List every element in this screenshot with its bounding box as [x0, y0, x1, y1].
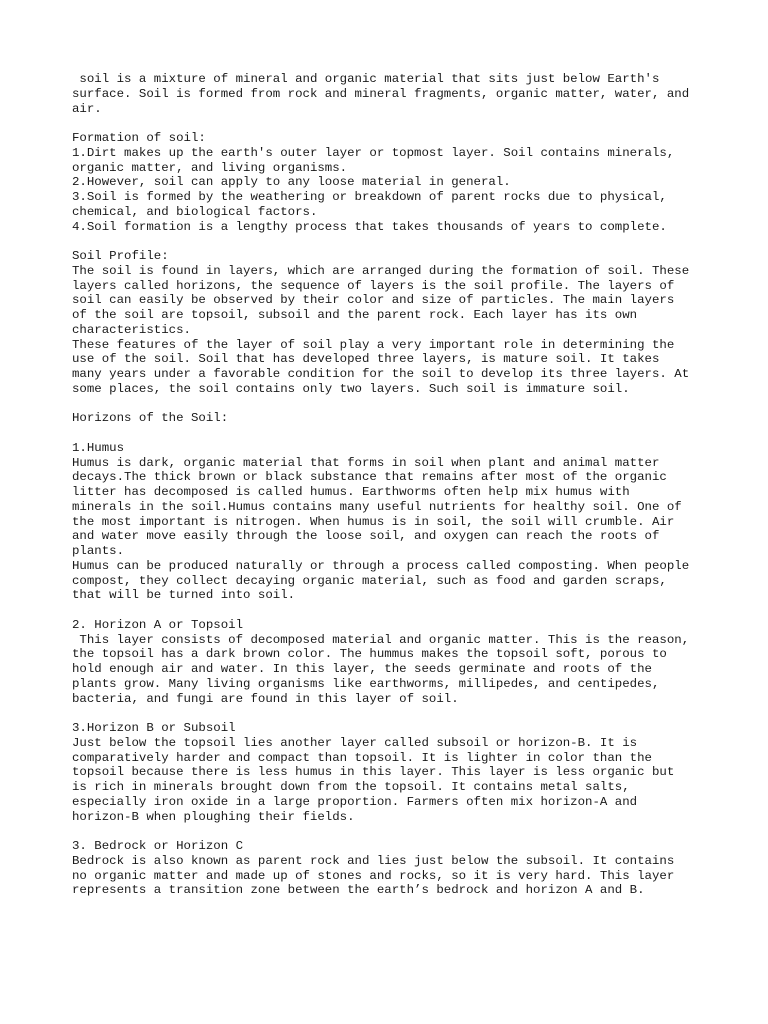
text-line: especially iron oxide in a large proportion. Farmers often mix horizon-A and — [72, 794, 638, 809]
text-line: that will be turned into soil. — [72, 588, 296, 603]
spacer — [72, 706, 712, 721]
text-line: chemical, and biological factors. — [72, 204, 318, 219]
text-line: use of the soil. Soil that has developed three layers, is mature soil. It takes — [72, 352, 660, 367]
text-line: comparatively harder and compact than topsoil. It is lighter in color than the — [72, 750, 652, 765]
humus-section — [72, 441, 712, 603]
text-line: Bedrock is also known as parent rock and lies just below the subsoil. It contains — [72, 853, 675, 868]
text-line: Just below the topsoil lies another layer called subsoil or horizon-B. It is — [72, 735, 638, 750]
text-line: horizon-B when ploughing their fields. — [72, 809, 355, 824]
horizon-a-section — [72, 618, 712, 707]
text-line: organic matter, and living organisms. — [72, 160, 348, 175]
text-line: 2.However, soil can apply to any loose material in general. — [72, 175, 511, 190]
text-line: This layer consists of decomposed material and organic matter. This is the reason, — [72, 632, 690, 647]
text-line: These features of the layer of soil play a very important role in determining the — [72, 337, 675, 352]
text-line: Humus can be produced naturally or through a process called composting. When people — [72, 558, 690, 573]
text-line: represents a transition zone between the earth’s bedrock and horizon A and B. — [72, 883, 645, 898]
text-line: no organic matter and made up of stones and rocks, so it is very hard. This layer — [72, 868, 675, 883]
text-line: soil can easily be observed by their color and size of particles. The main layers — [72, 293, 675, 308]
section-heading: Soil Profile: — [72, 249, 169, 263]
text-line: some places, the soil contains only two layers. Such soil is immature soil. — [72, 381, 630, 396]
spacer — [72, 234, 712, 249]
spacer — [72, 603, 712, 618]
horizon-b-section — [72, 721, 712, 824]
text-line: hold enough air and water. In this layer, the seeds germinate and roots of the — [72, 662, 652, 676]
spacer — [72, 426, 712, 441]
profile-section — [72, 249, 712, 397]
text-line: topsoil because there is less humus in this layer. This layer is less organic but — [72, 765, 675, 780]
horizon-c-section — [72, 839, 712, 898]
section-heading: 3.Horizon B or Subsoil — [72, 721, 236, 735]
section-heading: 3. Bedrock or Horizon C — [72, 839, 244, 853]
spacer — [72, 824, 712, 839]
text-line: plants. — [72, 544, 125, 558]
text-line: plants grow. Many living organisms like earthworms, millipedes, and centipedes, — [72, 676, 660, 691]
spacer — [72, 397, 712, 412]
text-line: bacteria, and fungi are found in this layer of soil. — [72, 691, 459, 706]
text-line: minerals in the soil.Humus contains many useful nutrients for healthy soil. One of — [72, 499, 682, 514]
section-heading: Formation of soil: — [72, 131, 206, 145]
text-line: litter has decomposed is called humus. Earthworms often help mix humus with — [72, 485, 630, 499]
text-line: soil is a mixture of mineral and organic material that sits just below Earth's — [72, 72, 660, 86]
text-line: 3.Soil is formed by the weathering or breakdown of parent rocks due to physical, — [72, 190, 667, 204]
text-line: 1.Dirt makes up the earth's outer layer or topmost layer. Soil contains minerals, — [72, 145, 675, 160]
text-line: Humus is dark, organic material that forms in soil when plant and animal matter — [72, 455, 660, 470]
formation-section — [72, 131, 712, 234]
text-line: the most important is nitrogen. When humus is in soil, the soil will crumble. Air — [72, 514, 675, 529]
text-line: layers called horizons, the sequence of layers is the soil profile. The layers of — [72, 278, 675, 293]
text-line: and water move easily through the loose soil, and oxygen can reach the roots of — [72, 529, 660, 544]
intro-paragraph — [72, 72, 712, 116]
text-line: surface. Soil is formed from rock and mineral fragments, organic matter, water, and — [72, 86, 690, 101]
text-line: is rich in minerals brought down from the topsoil. It contains metal salts, — [72, 780, 630, 794]
text-line: the topsoil has a dark brown color. The hummus makes the topsoil soft, porous to — [72, 647, 667, 662]
text-line: 4.Soil formation is a lengthy process that takes thousands of years to complete. — [72, 219, 667, 234]
text-line: of the soil are topsoil, subsoil and the parent rock. Each layer has its own — [72, 308, 638, 322]
text-line: air. — [72, 101, 102, 116]
text-line: characteristics. — [72, 322, 191, 337]
text-line: The soil is found in layers, which are arranged during the formation of soil. These — [72, 263, 690, 278]
text-line: many years under a favorable condition for the soil to develop its three layers. At — [72, 367, 690, 381]
horizons-heading: Horizons of the Soil: — [72, 411, 229, 426]
spacer — [72, 116, 712, 131]
section-heading: 2. Horizon A or Topsoil — [72, 617, 244, 632]
text-line: decays.The thick brown or black substance that remains after most of the organic — [72, 470, 667, 485]
text-line: compost, they collect decaying organic material, such as food and garden scraps, — [72, 573, 667, 588]
document-page — [72, 72, 712, 898]
section-heading: 1.Humus — [72, 440, 125, 455]
